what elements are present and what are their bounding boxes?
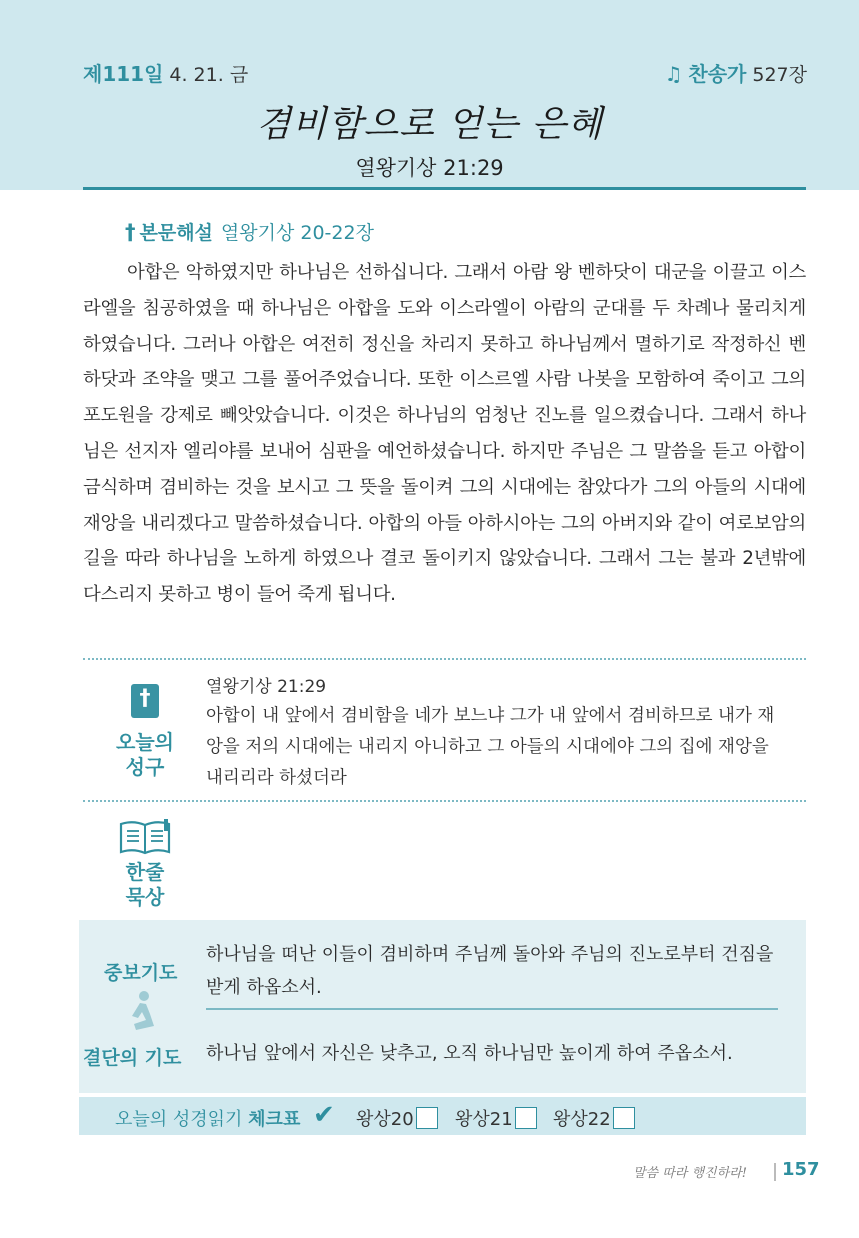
music-note-icon: ♫ <box>664 62 683 86</box>
hymn-label: 찬송가 <box>688 62 747 86</box>
checkbox[interactable] <box>613 1107 635 1129</box>
meditation-label <box>100 860 190 910</box>
verse-text: 아합이 내 앞에서 겸비함을 네가 보느냐 그가 내 앞에서 겸비하므로 내가 재앙을 저의 시대에는 내리지 아니하고 그 아들의 시대에야 그의 집에 재앙을 내리리라 하셨더라 <box>206 706 775 788</box>
scripture-reference: 열왕기상 21:29 <box>355 156 504 180</box>
commentary-label: 본문해설 <box>139 222 213 244</box>
verse-label <box>100 730 190 780</box>
checklist-item <box>553 1105 635 1131</box>
open-book-icon <box>117 818 173 856</box>
meditation-label-line2: 묵상 <box>125 885 165 909</box>
verse-label-line1: 오늘의 <box>116 730 174 754</box>
cross-icon: † <box>125 220 136 244</box>
header-divider <box>83 187 806 190</box>
date: 4. 21. 금 <box>169 64 249 86</box>
checklist-item <box>455 1105 537 1131</box>
meditation-label-line1: 한줄 <box>125 860 165 884</box>
page-number: 157 <box>782 1159 820 1180</box>
hymn-heading <box>664 58 807 87</box>
bible-icon: † <box>131 684 159 718</box>
day-heading <box>83 58 248 87</box>
footer-slogan: 말씀 따라 행진하라! <box>633 1166 747 1181</box>
intercession-label: 중보기도 <box>104 962 178 984</box>
checkbox[interactable] <box>416 1107 438 1129</box>
page-title: 겸비함으로 얻는 은혜 <box>256 104 603 145</box>
commentary-heading <box>125 218 374 245</box>
hymn-number: 527장 <box>752 64 807 86</box>
checklist-label <box>115 1105 300 1131</box>
checklist-item-label: 왕상22 <box>553 1109 611 1130</box>
dotted-divider <box>83 658 806 660</box>
day-label: 제111일 <box>83 62 164 86</box>
footer-divider <box>774 1163 776 1181</box>
checklist-label-text: 오늘의 성경읽기 <box>115 1109 243 1130</box>
checkmark-icon: ✔ <box>313 1100 335 1130</box>
checkbox[interactable] <box>515 1107 537 1129</box>
dotted-divider <box>83 800 806 802</box>
checklist-item-label: 왕상20 <box>356 1109 414 1130</box>
commentary-text: 아합은 악하였지만 하나님은 선하십니다. 그래서 아람 왕 벤하닷이 대군을 이끌고 이스라엘을 침공하였을 때 하나님은 아합을 도와 이스라엘이 아람의 군대를 두 차례나 물리치게 하였습니다. 그러나 아합은 여전히 정신을 차리지 못하고 하나님께서 멸하기로 작정하신 벤하닷과 조약을 맺고 그를 풀어주었습니다. 또한 이스르엘 사람 나봇을 모함하여 죽이고 그의 포도원을 강제로 빼앗았습니다. 이것은 하나님의 엄청난 진노를 일으켰습니다. 그래서 하나님은 선지자 엘리야를 보내어 심판을 예언하셨습니다. 하지만 주님은 그 말씀을 듣고 아합이 금식하며 겸비하는 것을 보시고 그 뜻을 돌이켜 그의 시대에는 참았다가 그의 아들의 시대에 재앙을 내리겠다고 말씀하셨습니다. 아합의 아들 아하시아는 그의 아버지와 같이 여로보암의 길을 따라 하나님을 노하게 하였으나 결코 돌이키지 않았습니다. 그래서 그는 불과 2년밖에 다스리지 못하고 병이 들어 죽게 됩니다. <box>83 262 806 606</box>
resolution-text: 하나님 앞에서 자신은 낮추고, 오직 하나님만 높이게 하여 주옵소서. <box>206 1043 733 1064</box>
checklist-label-bold: 체크표 <box>248 1109 301 1130</box>
verse-label-line2: 성구 <box>125 755 165 779</box>
checklist-item <box>356 1105 438 1131</box>
verse-reference: 열왕기상 21:29 <box>206 677 327 697</box>
commentary-range: 열왕기상 20-22장 <box>220 222 374 244</box>
resolution-label: 결단의 기도 <box>83 1047 182 1069</box>
checklist-item-label: 왕상21 <box>455 1109 513 1130</box>
intercession-text: 하나님을 떠난 이들이 겸비하며 주님께 돌아와 주님의 진노로부터 건짐을 받게 하옵소서. <box>206 944 774 998</box>
praying-person-icon <box>124 990 158 1032</box>
prayer-divider <box>206 1008 778 1010</box>
